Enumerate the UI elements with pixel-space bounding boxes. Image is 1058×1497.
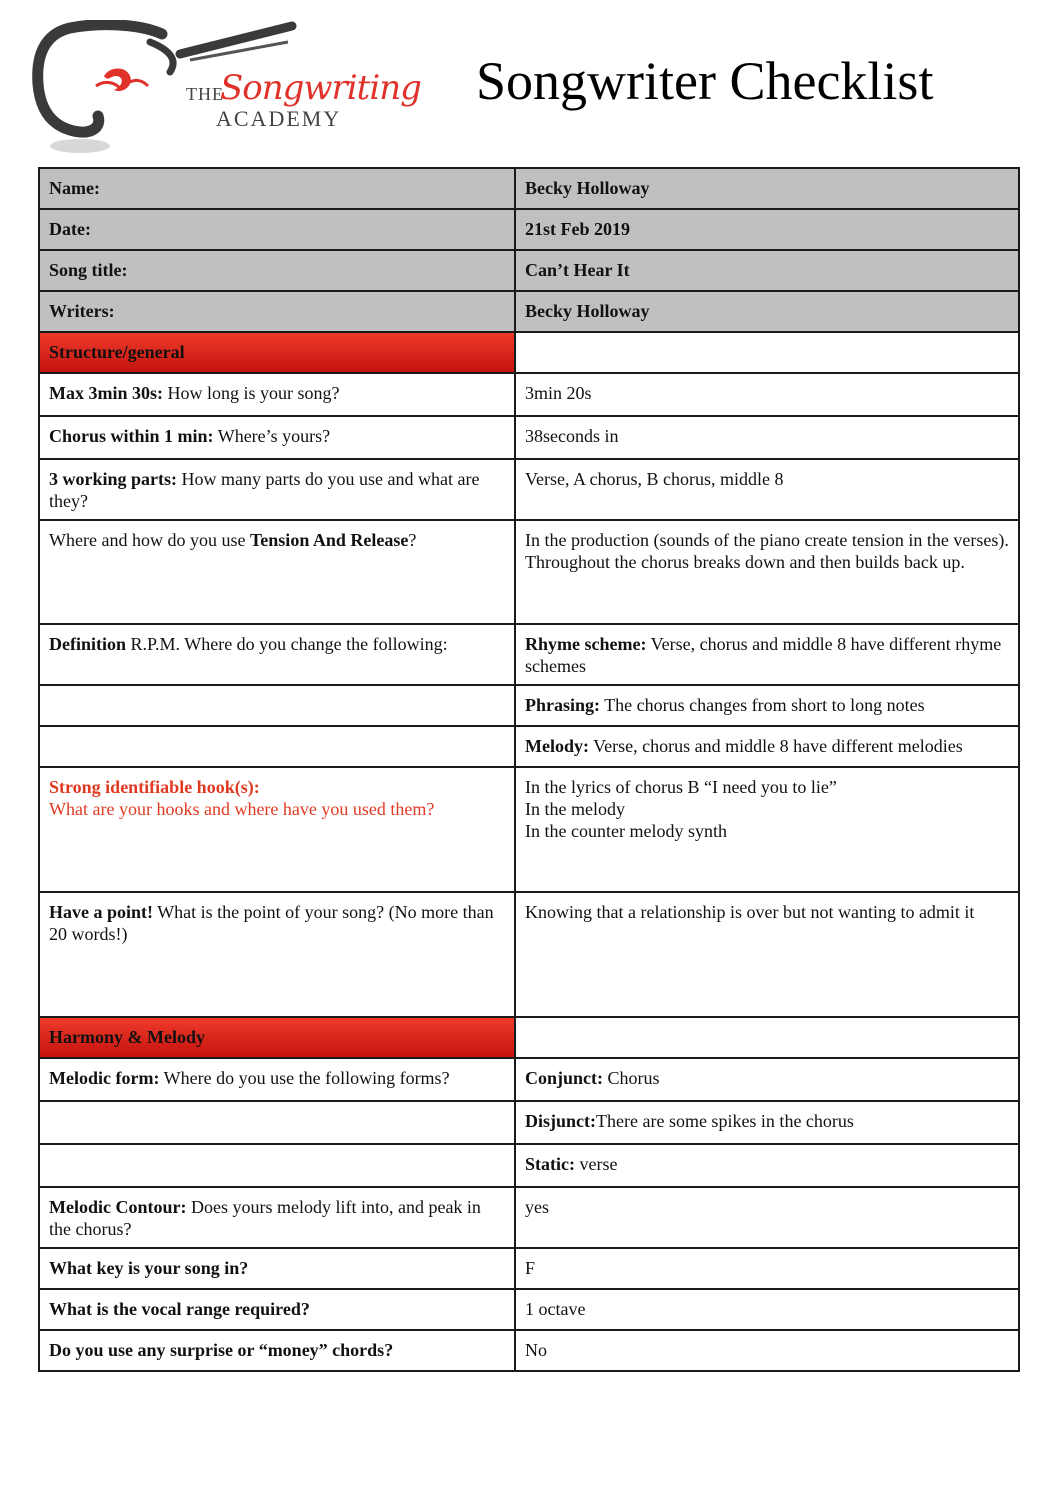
- tension-answer: In the production (sounds of the piano create tension in the verses). Throughout the chorus breaks down and then builds back up.: [515, 520, 1019, 624]
- name-label: Name:: [39, 168, 515, 209]
- table-row: [39, 1289, 1019, 1330]
- answer-bold: Rhyme scheme:: [525, 634, 647, 654]
- answer-bold: Phrasing:: [525, 695, 601, 715]
- table-row: [39, 373, 1019, 416]
- empty-cell: [39, 685, 515, 726]
- logo-songwriting: Songwriting: [220, 68, 421, 108]
- range-question: What is the vocal range required?: [39, 1289, 515, 1330]
- table-row: [39, 1144, 1019, 1187]
- question-text: Where and how do you use: [49, 530, 250, 550]
- disjunct-answer: [515, 1101, 1019, 1144]
- empty-cell: [39, 726, 515, 767]
- table-row: [39, 416, 1019, 459]
- logo-academy: ACADEMY: [216, 106, 342, 131]
- question-bold: Melodic form:: [49, 1068, 160, 1088]
- range-answer: 1 octave: [515, 1289, 1019, 1330]
- answer-bold: Conjunct:: [525, 1068, 604, 1088]
- static-answer: [515, 1144, 1019, 1187]
- question-text: What are your hooks and where have you used them?: [49, 799, 435, 819]
- answer-text: Verse, chorus and middle 8 have different rhyme schemes: [525, 634, 1002, 676]
- conjunct-answer: [515, 1058, 1019, 1101]
- question-text: ?: [408, 530, 417, 550]
- section-row: [39, 332, 1019, 373]
- key-question: What key is your song in?: [39, 1248, 515, 1289]
- table-row: [39, 892, 1019, 1017]
- point-answer: Knowing that a relationship is over but not wanting to admit it: [515, 892, 1019, 1017]
- parts-question: [39, 459, 515, 520]
- date-value: 21st Feb 2019: [515, 209, 1019, 250]
- question-text: Where’s yours?: [213, 426, 331, 446]
- contour-answer: yes: [515, 1187, 1019, 1248]
- logo-the: THE: [186, 84, 224, 104]
- table-row: [39, 1187, 1019, 1248]
- empty-cell: [515, 1017, 1019, 1058]
- table-row: [39, 1330, 1019, 1371]
- parts-answer: Verse, A chorus, B chorus, middle 8: [515, 459, 1019, 520]
- hooks-answer: [515, 767, 1019, 892]
- writers-value: Becky Holloway: [515, 291, 1019, 332]
- table-row: [39, 520, 1019, 624]
- question-text: Where do you use the following forms?: [159, 1068, 450, 1088]
- section-structure: Structure/general: [39, 332, 515, 373]
- money-chords-question: Do you use any surprise or “money” chords?: [39, 1330, 515, 1371]
- contour-question: [39, 1187, 515, 1248]
- table-row: [39, 685, 1019, 726]
- table-row: [39, 1058, 1019, 1101]
- table-row: [39, 726, 1019, 767]
- question-bold: Strong identifiable hook(s):: [49, 777, 260, 797]
- answer-line: In the lyrics of chorus B “I need you to lie”: [525, 777, 837, 797]
- table-row: [39, 291, 1019, 332]
- phrasing-answer: [515, 685, 1019, 726]
- table-row: [39, 767, 1019, 892]
- question-bold: Chorus within 1 min:: [49, 426, 214, 446]
- answer-text: Verse, chorus and middle 8 have different melodies: [588, 736, 963, 756]
- table-row: [39, 459, 1019, 520]
- table-row: [39, 250, 1019, 291]
- checklist-table: [38, 167, 1020, 1372]
- question-text: Does yours melody lift into, and peak in the chorus?: [49, 1197, 481, 1239]
- melodic-form-question: [39, 1058, 515, 1101]
- question-text: How many parts do you use and what are they?: [49, 469, 480, 511]
- section-harmony: Harmony & Melody: [39, 1017, 515, 1058]
- answer-text: verse: [574, 1154, 618, 1174]
- answer-text: The chorus changes from short to long notes: [600, 695, 925, 715]
- answer-text: Chorus: [603, 1068, 660, 1088]
- empty-cell: [39, 1144, 515, 1187]
- table-row: [39, 168, 1019, 209]
- section-row: [39, 1017, 1019, 1058]
- table-row: [39, 624, 1019, 685]
- question-bold: 3 working parts:: [49, 469, 178, 489]
- hooks-question: [39, 767, 515, 892]
- empty-cell: [515, 332, 1019, 373]
- question-bold: Max 3min 30s:: [49, 383, 163, 403]
- table-row: [39, 1101, 1019, 1144]
- song-title-value: Can’t Hear It: [515, 250, 1019, 291]
- table-row: [39, 1248, 1019, 1289]
- definition-question: [39, 624, 515, 685]
- song-title-label: Song title:: [39, 250, 515, 291]
- table-row: [39, 209, 1019, 250]
- question-bold: Have a point!: [49, 902, 154, 922]
- question-bold: Melodic Contour:: [49, 1197, 187, 1217]
- question-bold: Definition: [49, 634, 127, 654]
- answer-line: In the counter melody synth: [525, 821, 727, 841]
- point-question: [39, 892, 515, 1017]
- rhyme-answer: [515, 624, 1019, 685]
- answer-line: In the melody: [525, 799, 625, 819]
- question-text: R.P.M. Where do you change the following:: [126, 634, 448, 654]
- page-title: Songwriter Checklist: [476, 51, 934, 111]
- key-answer: F: [515, 1248, 1019, 1289]
- max-length-question: [39, 373, 515, 416]
- answer-bold: Melody:: [525, 736, 589, 756]
- question-bold: Tension And Release: [249, 530, 409, 550]
- money-chords-answer: No: [515, 1330, 1019, 1371]
- melody-answer: [515, 726, 1019, 767]
- chorus-answer: 38seconds in: [515, 416, 1019, 459]
- answer-text: There are some spikes in the chorus: [596, 1111, 854, 1131]
- question-text: What is the point of your song? (No more than 20 words!): [49, 902, 494, 944]
- writers-label: Writers:: [39, 291, 515, 332]
- empty-cell: [39, 1101, 515, 1144]
- tension-question: [39, 520, 515, 624]
- question-text: How long is your song?: [163, 383, 340, 403]
- answer-bold: Disjunct:: [525, 1111, 596, 1131]
- chorus-question: [39, 416, 515, 459]
- max-length-answer: 3min 20s: [515, 373, 1019, 416]
- academy-logo: [30, 20, 421, 158]
- name-value: Becky Holloway: [515, 168, 1019, 209]
- answer-bold: Static:: [525, 1154, 575, 1174]
- date-label: Date:: [39, 209, 515, 250]
